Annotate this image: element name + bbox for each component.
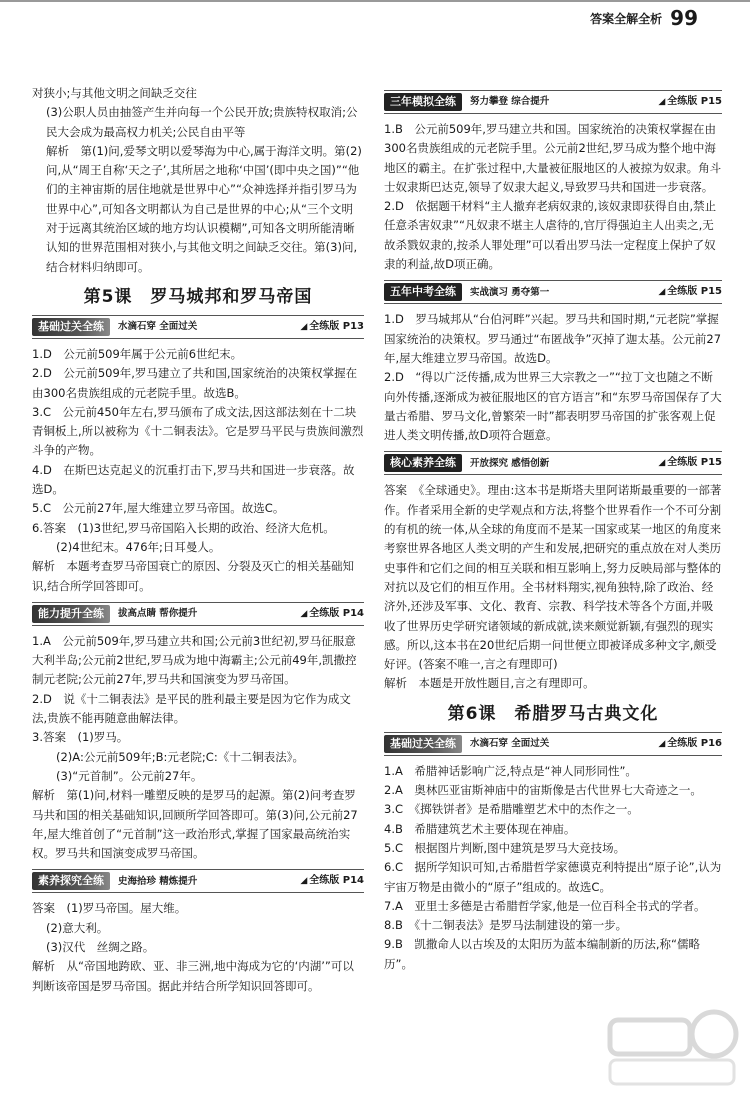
section-slogan: 史海拾珍 精炼提升 xyxy=(118,875,198,887)
analysis-paragraph: 解析 第(1)问,爱琴文明以爱琴海为中心,属于海洋文明。第(2)问,从“周王自称‘天之子’,其所居之地称‘中国’(即中央之国)”“他们的主神宙斯的居住地就是世界中心”“众神选择并指引罗马为世界中心”,可知各文明都认为自己是世界的中心;从“三个文明对于远离其统治区域的地方均认识模糊”,可知各文明所能清晰认知的世界范围相对狭小,与其他文明之间缺乏交往。第(3)问,结合材料归纳即可。 xyxy=(46,143,362,274)
top-rule xyxy=(0,0,750,2)
section-tag: 核心素养全练 xyxy=(384,454,462,472)
answer-item: 4.D 在斯巴达克起义的沉重打击下,罗马共和国进一步衰落。故选D。 xyxy=(32,462,355,497)
answer-item: 1.B 公元前509年,罗马建立共和国。国家统治的决策权掌握在由300名贵族组成的元老院手里。公元前2世纪,罗马成为整个地中海地区的霸主。在扩张过程中,大量被征服地区的人被掠为奴隶。角斗士奴隶斯巴达克,领导了奴隶大起义,导致罗马共和国进一步衰落。 xyxy=(384,122,722,194)
answer-item: 9.B 凯撒命人以古埃及的太阳历为蓝本编制新的历法,称“儒略历”。 xyxy=(384,937,700,971)
watermark-logo-icon xyxy=(602,1002,742,1092)
section-bar xyxy=(384,280,722,304)
answer-item: 5.C 公元前27年,屋大维建立罗马帝国。故选C。 xyxy=(32,501,285,516)
section-tag: 五年中考全练 xyxy=(384,283,462,301)
section-tag: 基础过关全练 xyxy=(32,318,110,336)
section-slogan: 实战演习 勇夺第一 xyxy=(470,286,550,298)
section-tag: 能力提升全练 xyxy=(32,605,110,623)
section-page-ref: ◢ 全练版 P14 xyxy=(300,604,364,624)
answer-item: 3.C 公元前450年左右,罗马颁布了成文法,因这部法刻在十二块青铜板上,所以被称为《十二铜表法》。它是罗马平民与贵族间激烈斗争的产物。 xyxy=(32,404,364,458)
analysis-paragraph: 解析 从“帝国地跨欧、亚、非三洲,地中海成为它的‘内湖’”可以判断该帝国是罗马帝国。据此并结合所学知识回答即可。 xyxy=(32,959,354,993)
section-bar xyxy=(384,90,722,114)
section-bar xyxy=(32,602,364,626)
section-bar xyxy=(384,732,722,756)
analysis-paragraph: 解析 第(1)问,材料一雕塑反映的是罗马的起源。第(2)问考查罗马共和国的相关基础知识,回顾所学回答即可。第(3)问,公元前27年,屋大维首创了“元首制”这一政治形式,掌握了国家最高统治实权。罗马共和国演变成罗马帝国。 xyxy=(32,788,358,861)
answer-item: (2)4世纪末。476年;日耳曼人。 xyxy=(56,539,221,554)
answer-item: 6.答案 (1)3世纪,罗马帝国陷入长期的政治、经济大危机。 xyxy=(32,520,335,535)
analysis-paragraph: 解析 本题是开放性题目,言之有理即可。 xyxy=(384,676,595,691)
answer-item: (3)“元首制”。公元前27年。 xyxy=(56,768,203,783)
answer-item: 2.D 依据题干材料“主人撤弃老病奴隶的,该奴隶即获得自由,禁止任意杀害奴隶”“凡奴隶不堪主人虐待的,官厅得强迫主人出卖之,无故杀戮奴隶的,按杀人罪处理”可以看出罗马法一定程度上保护了奴隶的利益,故D项正确。 xyxy=(384,199,717,272)
answer-item: 7.A 亚里士多德是古希腊哲学家,他是一位百科全书式的学者。 xyxy=(384,898,706,913)
answer-item: 2.A 奥林匹亚宙斯神庙中的宙斯像是古代世界七大奇迹之一。 xyxy=(384,783,702,798)
section-page-ref: ◢ 全练版 P15 xyxy=(658,453,722,473)
header-label: 答案全解全析 xyxy=(590,11,663,26)
answer-item: 3.C 《掷铁饼者》是希腊雕塑艺术中的杰作之一。 xyxy=(384,802,639,817)
answer-line: (3)公职人员由抽签产生并向每一个公民开放;贵族特权取消;公民大会成为最高权力机关;公民自由平等 xyxy=(46,105,358,139)
answer-item: 1.A 希腊神话影响广泛,特点是“神人同形同性”。 xyxy=(384,763,637,778)
page-number: 99 xyxy=(670,6,698,30)
answer-item: 答案 (1)罗马帝国。屋大维。 xyxy=(32,901,187,916)
page-header xyxy=(590,6,698,30)
answer-item: 1.D 罗马城邦从“台伯河畔”兴起。罗马共和国时期,“元老院”掌握国家统治的决策权。罗马通过“布匿战争”灭掉了迦太基。公元前27年,屋大维建立罗马帝国。故选D。 xyxy=(384,312,722,365)
answer-item: 2.D 公元前509年,罗马建立了共和国,国家统治的决策权掌握在由300名贵族组成的元老院手里。故选B。 xyxy=(32,366,358,400)
section-slogan: 水滴石穿 全面过关 xyxy=(470,738,550,750)
section-tag: 基础过关全练 xyxy=(384,735,462,753)
section-bar xyxy=(32,315,364,339)
section-slogan: 拔高点睛 帮你提升 xyxy=(118,608,198,620)
section-tag: 素养探究全练 xyxy=(32,872,110,890)
section-bar xyxy=(384,451,722,475)
answer-item: 2.D “得以广泛传播,成为世界三大宗教之一”“拉丁文也随之不断向外传播,逐渐成为被征服地区的官方语言”和“东罗马帝国保存了大量古希腊、罗马文化,曾繁荣一时”都表明罗马帝国的扩张客观上促进人类文明传播,故D项符合题意。 xyxy=(384,370,722,443)
answer-item: 4.B 希腊建筑艺术主要体现在神庙。 xyxy=(384,821,576,836)
section-tag: 三年模拟全练 xyxy=(384,93,462,111)
answer-item: (3)汉代 丝绸之路。 xyxy=(46,939,155,954)
section-slogan: 水滴石穿 全面过关 xyxy=(118,321,198,333)
section-page-ref: ◢ 全练版 P14 xyxy=(300,871,364,891)
answer-paragraph: 答案 《全球通史》。理由:这本书是斯塔夫里阿诺斯最重要的一部著作。作者采用全新的史学观点和方法,将整个世界看作一个不可分割的有机的统一体,从全球的角度而不是某一国家或某一地区的角度来考察世界各地区人类文明的产生和发展,把研究的重点放在对人类历史事件和它们之间的相互关联和相互影响上,努力反映局部与整体的对抗以及它们的相互作用。全书材料翔实,视角独特,除了政治、经济外,还涉及军事、文化、教育、宗教、科学技术等各个方面,并吸收了世界历史学研究诸领域的新成就,读来颇觉新颖,有强烈的现实感。所以,这本书在20世纪后期一问世便立即被译成多种文字,颇受好评。(答案不唯一,言之有理即可) xyxy=(384,483,722,672)
answer-item: 1.D 公元前509年属于公元前6世纪末。 xyxy=(32,346,243,361)
section-page-ref: ◢ 全练版 P13 xyxy=(300,317,364,337)
section-slogan: 努力攀登 综合提升 xyxy=(470,96,550,108)
section-bar xyxy=(32,869,364,893)
answer-item: (2)A:公元前509年;B:元老院;C:《十二铜表法》。 xyxy=(56,749,304,764)
answer-item: 3.答案 (1)罗马。 xyxy=(32,730,129,745)
analysis-paragraph: 解析 本题考查罗马帝国衰亡的原因、分裂及灭亡的相关基础知识,结合所学回答即可。 xyxy=(32,559,354,593)
answer-item: 2.D 说《十二铜表法》是平民的胜利最主要是因为它作为成文法,贵族不能再随意曲解法律。 xyxy=(32,691,351,726)
answer-item: (2)意大利。 xyxy=(46,920,109,935)
answer-item: 6.C 据所学知识可知,古希腊哲学家德谟克利特提出“原子论”,认为宇宙万物是由微小的“原子”组成的。故选C。 xyxy=(384,860,722,894)
answer-item: 8.B 《十二铜表法》是罗马法制建设的第一步。 xyxy=(384,918,628,933)
lesson-title: 第6课 希腊罗马古典文化 xyxy=(447,703,659,724)
section-page-ref: ◢ 全练版 P15 xyxy=(658,92,722,112)
right-column xyxy=(384,90,722,974)
section-slogan: 开放探究 感悟创新 xyxy=(470,457,550,469)
lesson-title: 第5课 罗马城邦和罗马帝国 xyxy=(83,286,313,307)
section-page-ref: ◢ 全练版 P16 xyxy=(658,734,722,754)
section-page-ref: ◢ 全练版 P15 xyxy=(658,282,722,302)
answer-item: 5.C 根据图片判断,图中建筑是罗马大竞技场。 xyxy=(384,840,626,855)
left-column xyxy=(32,84,364,996)
answer-line: 对狭小;与其他文明之间缺乏交往 xyxy=(32,86,197,100)
answer-item: 1.A 公元前509年,罗马建立共和国;公元前3世纪初,罗马征服意大利半岛;公元前2世纪,罗马成为地中海霸主;公元前49年,凯撒控制元老院;公元前27年,罗马共和国演变为罗马帝国。 xyxy=(32,633,357,687)
